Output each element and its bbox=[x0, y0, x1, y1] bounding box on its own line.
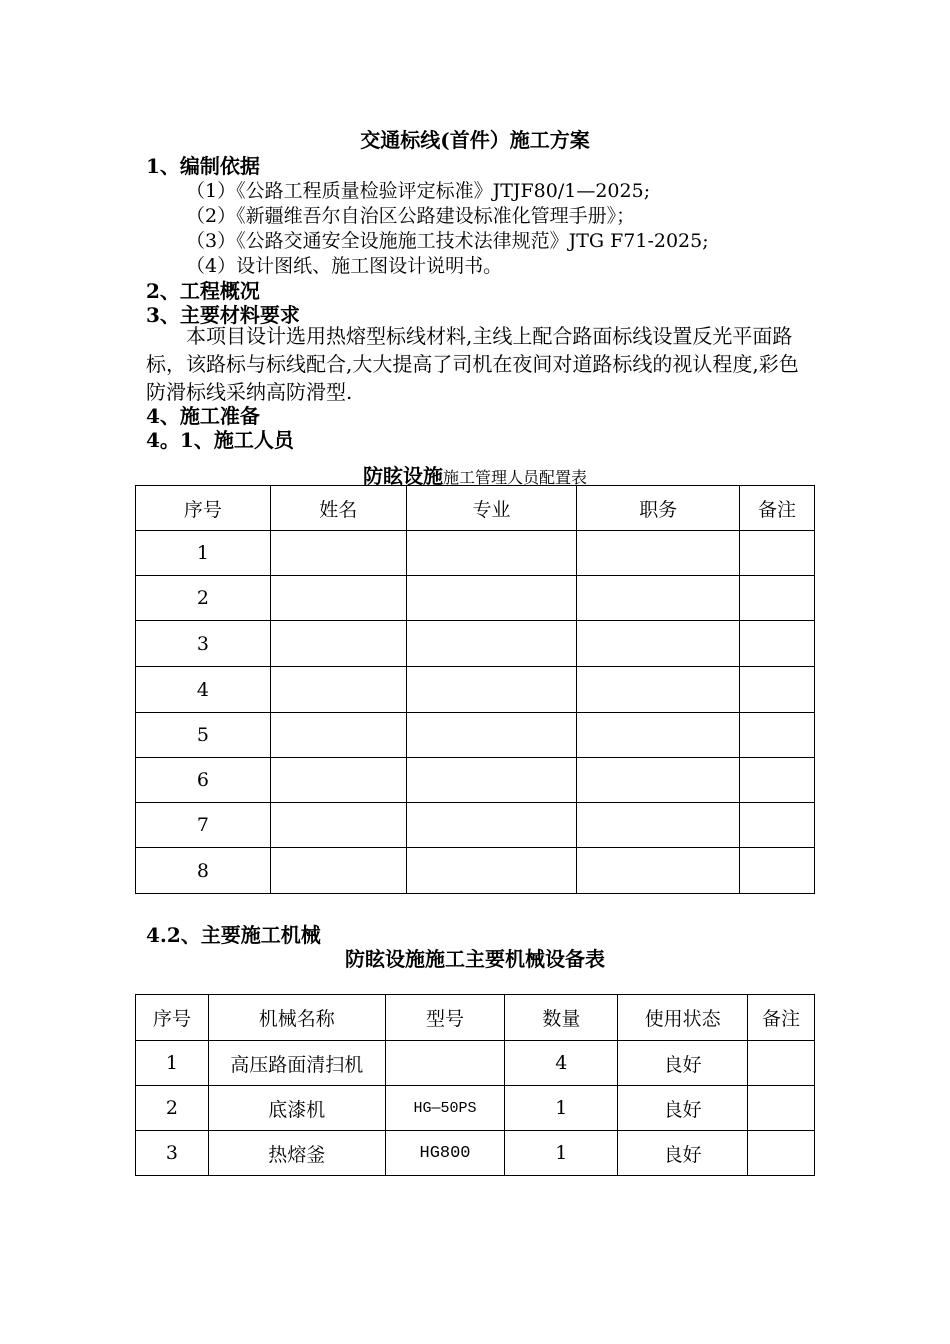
table-cell bbox=[577, 621, 740, 667]
table-cell: 1 bbox=[505, 1131, 618, 1176]
table-header-row bbox=[136, 486, 815, 531]
table-cell: HG800 bbox=[385, 1131, 505, 1176]
table-cell: 7 bbox=[136, 803, 271, 848]
reference-item-2: （2）《新疆维吾尔自治区公路建设标准化管理手册》； bbox=[186, 205, 636, 227]
table-cell: 8 bbox=[136, 848, 271, 894]
section-heading-4-1: 4。1、施工人员 bbox=[146, 428, 294, 452]
table-cell: 1 bbox=[505, 1086, 618, 1131]
table-cell: 2 bbox=[136, 576, 271, 621]
personnel-table bbox=[135, 485, 815, 894]
table-cell bbox=[740, 758, 815, 803]
table-cell bbox=[740, 621, 815, 667]
table-cell bbox=[270, 667, 406, 713]
table-cell bbox=[577, 576, 740, 621]
table-row bbox=[136, 667, 815, 713]
table-cell bbox=[577, 531, 740, 576]
table-row bbox=[136, 621, 815, 667]
table-cell bbox=[270, 713, 406, 758]
table-cell bbox=[740, 848, 815, 894]
table-row bbox=[136, 576, 815, 621]
table-cell bbox=[270, 576, 406, 621]
header-cell: 使用状态 bbox=[618, 995, 748, 1041]
table-cell bbox=[270, 803, 406, 848]
table-cell: 良好 bbox=[618, 1131, 748, 1176]
table-cell bbox=[406, 713, 577, 758]
section-heading-4-2: 4.2、主要施工机械 bbox=[146, 923, 321, 947]
table-cell bbox=[740, 803, 815, 848]
table-cell bbox=[740, 667, 815, 713]
table-cell: 5 bbox=[136, 713, 271, 758]
table-cell: HG—50PS bbox=[385, 1086, 505, 1131]
table-cell bbox=[748, 1041, 815, 1086]
table-row bbox=[136, 758, 815, 803]
header-cell: 序号 bbox=[136, 995, 209, 1041]
reference-item-3: （3）《公路交通安全设施施工技术法律规范》JTG F71-2025; bbox=[186, 230, 709, 252]
table-cell: 1 bbox=[136, 531, 271, 576]
table-row bbox=[136, 1041, 815, 1086]
table-cell bbox=[740, 713, 815, 758]
table-row bbox=[136, 1131, 815, 1176]
table-cell bbox=[270, 758, 406, 803]
section-heading-3: 3、主要材料要求 bbox=[146, 303, 300, 327]
table-cell bbox=[406, 576, 577, 621]
table-cell bbox=[406, 758, 577, 803]
table-cell bbox=[270, 848, 406, 894]
table-cell bbox=[740, 576, 815, 621]
table-cell: 3 bbox=[136, 1131, 209, 1176]
section-heading-1: 1、编制依据 bbox=[146, 154, 260, 178]
header-cell: 机械名称 bbox=[208, 995, 385, 1041]
section-heading-4: 4、施工准备 bbox=[146, 404, 260, 428]
header-cell: 型号 bbox=[385, 995, 505, 1041]
table-row bbox=[136, 803, 815, 848]
table-cell bbox=[270, 621, 406, 667]
section-heading-2: 2、工程概况 bbox=[146, 279, 260, 303]
table-cell bbox=[748, 1086, 815, 1131]
header-cell: 职务 bbox=[577, 486, 740, 531]
table-cell bbox=[270, 531, 406, 576]
table-cell bbox=[406, 803, 577, 848]
table-header-row bbox=[136, 995, 815, 1041]
header-cell: 备注 bbox=[740, 486, 815, 531]
table-cell: 热熔釜 bbox=[208, 1131, 385, 1176]
table-cell bbox=[577, 848, 740, 894]
table-row bbox=[136, 1086, 815, 1131]
materials-paragraph: 本项目设计选用热熔型标线材料,主线上配合路面标线设置反光平面路标，该路标与标线配合,大大提高了司机在夜间对道路标线的视认程度,彩色防滑标线采纳高防滑型. bbox=[146, 324, 799, 404]
table-cell: 底漆机 bbox=[208, 1086, 385, 1131]
table-cell bbox=[406, 667, 577, 713]
table-cell bbox=[577, 667, 740, 713]
reference-item-4: （4）设计图纸、施工图设计说明书。 bbox=[186, 255, 503, 277]
table-row bbox=[136, 713, 815, 758]
table-cell: 良好 bbox=[618, 1086, 748, 1131]
table-cell bbox=[406, 621, 577, 667]
header-cell: 专业 bbox=[406, 486, 577, 531]
table-cell: 6 bbox=[136, 758, 271, 803]
table-cell: 2 bbox=[136, 1086, 209, 1131]
table-cell: 1 bbox=[136, 1041, 209, 1086]
personnel-table-caption: 防眩设施施工管理人员配置表 bbox=[362, 464, 587, 488]
table-cell: 4 bbox=[505, 1041, 618, 1086]
equipment-table-caption: 防眩设施施工主要机械设备表 bbox=[345, 947, 605, 971]
equipment-table bbox=[135, 994, 815, 1176]
table-cell bbox=[740, 531, 815, 576]
table-cell: 4 bbox=[136, 667, 271, 713]
header-cell: 序号 bbox=[136, 486, 271, 531]
table-row bbox=[136, 848, 815, 894]
table-cell: 良好 bbox=[618, 1041, 748, 1086]
table-cell: 高压路面清扫机 bbox=[208, 1041, 385, 1086]
table-cell bbox=[748, 1131, 815, 1176]
table-row bbox=[136, 531, 815, 576]
table-cell bbox=[577, 713, 740, 758]
document-title: 交通标线(首件）施工方案 bbox=[360, 128, 590, 152]
table-cell bbox=[406, 848, 577, 894]
table-cell bbox=[577, 803, 740, 848]
table-cell bbox=[385, 1041, 505, 1086]
table-cell bbox=[406, 531, 577, 576]
header-cell: 姓名 bbox=[270, 486, 406, 531]
table-cell: 3 bbox=[136, 621, 271, 667]
table-cell bbox=[577, 758, 740, 803]
reference-item-1: （1）《公路工程质量检验评定标准》JTJF80/1—2025; bbox=[186, 180, 651, 202]
header-cell: 数量 bbox=[505, 995, 618, 1041]
header-cell: 备注 bbox=[748, 995, 815, 1041]
